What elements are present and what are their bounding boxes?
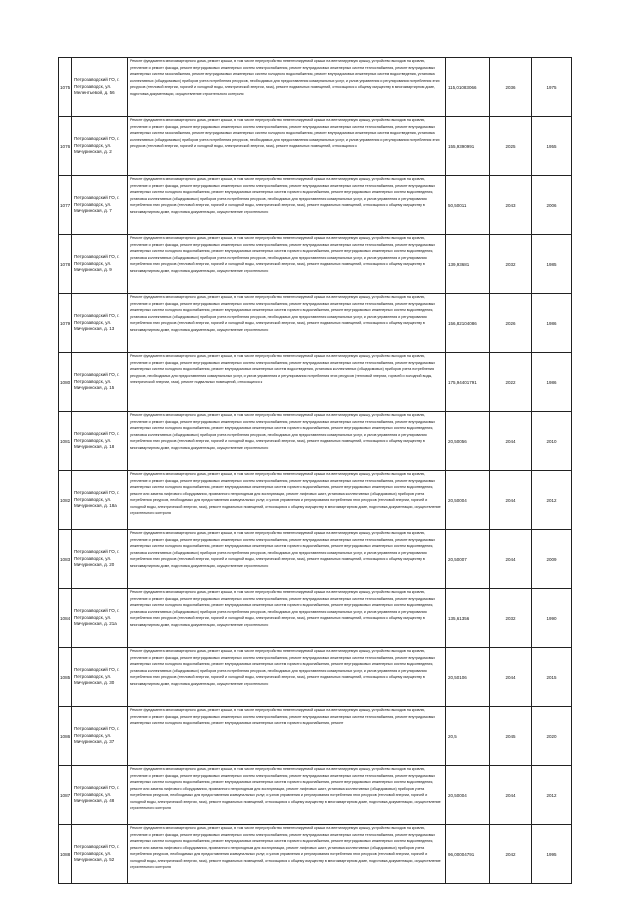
row-area: 115,01083066	[446, 58, 490, 117]
row-year-built: 2012	[532, 766, 572, 825]
row-works-text: Ремонт фундамента многоквартирного дома, ремонт крыши, в том числе переустройство невентилируемой крыши на вентилируемую крышу, устройство выходов на кровлю, утепление и ремонт фасада, ремонт внутридомовых инженерных систем электроснабжения, ремонт внутридомовых инженерных систем теплоснабжения, ремонт внутридомовых инженерных систем холодного водоснабжения, ремонт внутридомовых инженерных систем горячего водоснабжения, ремонт внутридомовых инженерных систем водоотведения, ремонт или замена лифтового оборудования, признанного непригодным для эксплуатации, ремонт лифтовых шахт, установка коллективных (общедомовых) приборов учета потребления ресурсов, необходимых для предоставления коммунальных услуг, и узлов управления и регулирования потребления этих ресурсов (тепловой энергии, горячей и холодной воды, электрической энергии, газа), ремонт подвальных помещений, относящихся к общему имуществу в многоквартирном доме, подготовка документации, осуществление строительного контроля	[130, 767, 441, 811]
row-year-built: 1985	[532, 235, 572, 294]
row-number: 1075	[59, 58, 72, 117]
row-works	[128, 707, 446, 766]
table-row	[59, 471, 572, 530]
row-works	[128, 117, 446, 176]
row-year-built: 2012	[532, 471, 572, 530]
table-row	[59, 589, 572, 648]
table-row	[59, 176, 572, 235]
row-year-planned: 2044	[490, 530, 532, 589]
row-year-built: 2010	[532, 412, 572, 471]
row-number: 1086	[59, 707, 72, 766]
row-address: Петрозаводский ГО, г. Петрозаводск, ул. Мичуринская, д. 37	[72, 707, 128, 766]
row-year-planned: 2032	[490, 235, 532, 294]
table-row	[59, 353, 572, 412]
row-area: 20,50004	[446, 471, 490, 530]
row-works	[128, 294, 446, 353]
row-works-text: Ремонт фундамента многоквартирного дома, ремонт крыши, в том числе переустройство невентилируемой крыши на вентилируемую крышу, устройство выходов на кровлю, утепление и ремонт фасада, ремонт внутридомовых инженерных систем электроснабжения, ремонт внутридомовых инженерных систем теплоснабжения, ремонт внутридомовых инженерных систем холодного водоснабжения, ремонт внутридомовых инженерных систем горячего водоснабжения, ремонт внутридомовых инженерных систем водоотведения, ремонт или замена лифтового оборудования, признанного непригодным для эксплуатации, ремонт лифтовых шахт, установка коллективных (общедомовых) приборов учета потребления ресурсов, необходимых для предоставления коммунальных услуг, и узлов управления и регулирования потребления этих ресурсов (тепловой энергии, горячей и холодной воды, электрической энергии, газа), ремонт подвальных помещений, относящихся к общему имуществу в многоквартирном доме, подготовка документации, осуществление строительного контроля	[130, 472, 441, 516]
row-works	[128, 589, 446, 648]
row-area: 96,00004791	[446, 825, 490, 884]
row-area: 139,93681	[446, 235, 490, 294]
row-address: Петрозаводский ГО, г. Петрозаводск, ул. Мичуринская, д. 18	[72, 412, 128, 471]
table-row	[59, 530, 572, 589]
row-area: 156,82104086	[446, 294, 490, 353]
row-area: 135,61356	[446, 589, 490, 648]
row-works	[128, 825, 446, 884]
row-year-built: 1990	[532, 589, 572, 648]
row-year-built: 1986	[532, 353, 572, 412]
row-year-built: 2009	[532, 530, 572, 589]
row-year-built: 1955	[532, 117, 572, 176]
row-address: Петрозаводский ГО, г. Петрозаводск, ул. Мичуринская, д. 7	[72, 176, 128, 235]
row-address: Петрозаводский ГО, г. Петрозаводск, ул. Мичуринская, д. 48	[72, 766, 128, 825]
row-address: Петрозаводский ГО, г. Петрозаводск, ул. Мичуринская, д. 18а	[72, 471, 128, 530]
row-year-built: 1986	[532, 294, 572, 353]
row-year-built: 1995	[532, 825, 572, 884]
row-number: 1078	[59, 235, 72, 294]
row-number: 1085	[59, 648, 72, 707]
row-year-built: 2006	[532, 176, 572, 235]
row-year-planned: 2043	[490, 176, 532, 235]
table-row	[59, 294, 572, 353]
row-works-text: Ремонт фундамента многоквартирного дома, ремонт крыши, в том числе переустройство невентилируемой крыши на вентилируемую крышу, устройство выходов на кровлю, утепление и ремонт фасада, ремонт внутридомовых инженерных систем электроснабжения, ремонт внутридомовых инженерных систем теплоснабжения, ремонт внутридомовых инженерных систем холодного водоснабжения, ремонт внутридомовых инженерных систем водоотведения, установка коллективных (общедомовых) приборов учета потребления ресурсов, необходимых для предоставления коммунальных услуг, и узлов управления и регулирования потребления этих ресурсов (тепловой энергии, горячей и холодной воды, электрической энергии, газа), ремонт подвальных помещений, относящихся к	[130, 354, 436, 385]
row-works	[128, 766, 446, 825]
row-year-built: 2015	[532, 648, 572, 707]
row-year-built: 2020	[532, 707, 572, 766]
row-works	[128, 353, 446, 412]
table-row	[59, 707, 572, 766]
row-address: Петрозаводский ГО, г. Петрозаводск, ул. Мичуринская, д. 20	[72, 530, 128, 589]
row-area: 175,94401791	[446, 353, 490, 412]
table-row	[59, 235, 572, 294]
row-year-planned: 2025	[490, 117, 532, 176]
row-works-text: Ремонт фундамента многоквартирного дома, ремонт крыши, в том числе переустройство невентилируемой крыши на вентилируемую крышу, устройство выходов на кровлю, утепление и ремонт фасада, ремонт внутридомовых инженерных систем электроснабжения, ремонт внутридомовых инженерных систем теплоснабжения, ремонт внутридомовых инженерных систем холодного водоснабжения, ремонт внутридомовых инженерных систем горячего водоснабжения, ремонт внутридомовых инженерных систем водоотведения, установка коллективных (общедомовых) приборов учета потребления ресурсов, необходимых для предоставления коммунальных услуг, и узлов управления и регулирования потребления этих ресурсов (тепловой энергии, горячей и холодной воды, электрической энергии, газа), ремонт подвальных помещений, относящихся к общему имуществу в многоквартирном доме, подготовка документации, осуществление строительного	[130, 531, 436, 568]
row-works-text: Ремонт фундамента многоквартирного дома, ремонт крыши, в том числе переустройство невентилируемой крыши на вентилируемую крышу, устройство выходов на кровлю, утепление и ремонт фасада, ремонт внутридомовых инженерных систем электроснабжения, ремонт внутридомовых инженерных систем теплоснабжения, ремонт внутридомовых инженерных систем холодного водоснабжения, ремонт внутридомовых инженерных систем горячего водоснабжения, ремонт внутридомовых инженерных систем водоотведения, установка коллективных (общедомовых) приборов учета потребления ресурсов, необходимых для предоставления коммунальных услуг, и узлов управления и регулирования потребления этих ресурсов (тепловой энергии, горячей и холодной воды, электрической энергии, газа), ремонт подвальных помещений, относящихся к общему имуществу в многоквартирном доме, подготовка документации, осуществление строительного	[130, 413, 436, 450]
row-number: 1087	[59, 766, 72, 825]
row-year-planned: 2022	[490, 353, 532, 412]
row-year-planned: 2045	[490, 707, 532, 766]
row-works-text: Ремонт фундамента многоквартирного дома, ремонт крыши, в том числе переустройство невентилируемой крыши на вентилируемую крышу, устройство выходов на кровлю, утепление и ремонт фасада, ремонт внутридомовых инженерных систем электроснабжения, ремонт внутридомовых инженерных систем теплоснабжения, ремонт внутридомовых инженерных систем газоснабжения, ремонт внутридомовых инженерных систем холодного водоснабжения, ремонт внутридомовых инженерных систем водоотведения, установка коллективных (общедомовых) приборов учета потребления ресурсов, необходимых для предоставления коммунальных услуг, и узлов управления и регулирования потребления этих ресурсов (тепловой энергии, горячей и холодной воды, электрической энергии, газа), ремонт подвальных помещений, относящихся к общему имуществу в многоквартирном доме, подготовка документации, осуществление строительного контроля	[130, 59, 440, 96]
row-works	[128, 58, 446, 117]
row-year-planned: 2042	[490, 825, 532, 884]
row-address: Петрозаводский ГО, г. Петрозаводск, ул. Мичуринская, д. 9	[72, 235, 128, 294]
row-number: 1084	[59, 589, 72, 648]
row-works-text: Ремонт фундамента многоквартирного дома, ремонт крыши, в том числе переустройство невентилируемой крыши на вентилируемую крышу, устройство выходов на кровлю, утепление и ремонт фасада, ремонт внутридомовых инженерных систем электроснабжения, ремонт внутридомовых инженерных систем теплоснабжения, ремонт внутридомовых инженерных систем холодного водоснабжения, ремонт внутридомовых инженерных систем горячего водоснабжения, ремонт внутридомовых инженерных систем водоотведения, установка коллективных (общедомовых) приборов учета потребления ресурсов, необходимых для предоставления коммунальных услуг, и узлов управления и регулирования потребления этих ресурсов (тепловой энергии, горячей и холодной воды, электрической энергии, газа), ремонт подвальных помещений, относящихся к общему имуществу в многоквартирном доме, подготовка документации, осуществление строительного	[130, 295, 436, 332]
row-works-text: Ремонт фундамента многоквартирного дома, ремонт крыши, в том числе переустройство невентилируемой крыши на вентилируемую крышу, устройство выходов на кровлю, утепление и ремонт фасада, ремонт внутридомовых инженерных систем электроснабжения, ремонт внутридомовых инженерных систем теплоснабжения, ремонт внутридомовых инженерных систем холодного водоснабжения, ремонт внутридомовых инженерных систем горячего водоснабжения, ремонт	[130, 708, 436, 726]
row-year-planned: 2044	[490, 648, 532, 707]
row-works-text: Ремонт фундамента многоквартирного дома, ремонт крыши, в том числе переустройство невентилируемой крыши на вентилируемую крышу, устройство выходов на кровлю, утепление и ремонт фасада, ремонт внутридомовых инженерных систем электроснабжения, ремонт внутридомовых инженерных систем теплоснабжения, ремонт внутридомовых инженерных систем холодного водоснабжения, ремонт внутридомовых инженерных систем горячего водоснабжения, ремонт внутридомовых инженерных систем водоотведения, установка коллективных (общедомовых) приборов учета потребления ресурсов, необходимых для предоставления коммунальных услуг, и узлов управления и регулирования потребления этих ресурсов (тепловой энергии, горячей и холодной воды, электрической энергии, газа), ремонт подвальных помещений, относящихся к общему имуществу в многоквартирном доме, подготовка документации, осуществление строительного	[130, 649, 436, 686]
row-address: Петрозаводский ГО, г. Петрозаводск, ул. Мелентьевой, д. 56	[72, 58, 128, 117]
repair-schedule-table	[58, 57, 572, 884]
row-number: 1081	[59, 412, 72, 471]
table-row	[59, 825, 572, 884]
row-works	[128, 412, 446, 471]
row-year-planned: 2036	[490, 58, 532, 117]
row-address: Петрозаводский ГО, г. Петрозаводск, ул. Мичуринская, д. 13	[72, 294, 128, 353]
row-works	[128, 648, 446, 707]
row-works	[128, 235, 446, 294]
row-number: 1088	[59, 825, 72, 884]
document-page	[58, 57, 571, 884]
row-works	[128, 471, 446, 530]
row-area: 20,50007	[446, 530, 490, 589]
row-address: Петрозаводский ГО, г. Петрозаводск, ул. Мичуринская, д. 52	[72, 825, 128, 884]
row-year-planned: 2026	[490, 294, 532, 353]
row-area: 20,50106	[446, 648, 490, 707]
row-address: Петрозаводский ГО, г. Петрозаводск, ул. Мичуринская, д. 2	[72, 117, 128, 176]
row-number: 1080	[59, 353, 72, 412]
row-year-built: 1975	[532, 58, 572, 117]
row-works-text: Ремонт фундамента многоквартирного дома, ремонт крыши, в том числе переустройство невентилируемой крыши на вентилируемую крышу, устройство выходов на кровлю, утепление и ремонт фасада, ремонт внутридомовых инженерных систем электроснабжения, ремонт внутридомовых инженерных систем теплоснабжения, ремонт внутридомовых инженерных систем холодного водоснабжения, ремонт внутридомовых инженерных систем горячего водоснабжения, ремонт внутридомовых инженерных систем водоотведения, установка коллективных (общедомовых) приборов учета потребления ресурсов, необходимых для предоставления коммунальных услуг, и узлов управления и регулирования потребления этих ресурсов (тепловой энергии, горячей и холодной воды, электрической энергии, газа), ремонт подвальных помещений, относящихся к общему имуществу в многоквартирном доме, подготовка документации, осуществление строительного	[130, 177, 436, 214]
row-address: Петрозаводский ГО, г. Петрозаводск, ул. Мичуринская, д. 30	[72, 648, 128, 707]
row-area: 20,50004	[446, 766, 490, 825]
row-year-planned: 2044	[490, 766, 532, 825]
row-works-text: Ремонт фундамента многоквартирного дома, ремонт крыши, в том числе переустройство невентилируемой крыши на вентилируемую крышу, устройство выходов на кровлю, утепление и ремонт фасада, ремонт внутридомовых инженерных систем электроснабжения, ремонт внутридомовых инженерных систем теплоснабжения, ремонт внутридомовых инженерных систем газоснабжения, ремонт внутридомовых инженерных систем холодного водоснабжения, ремонт внутридомовых инженерных систем водоотведения, установка коллективных (общедомовых) приборов учета потребления ресурсов, необходимых для предоставления коммунальных услуг, и узлов управления и регулирования потребления этих ресурсов (тепловой энергии, горячей и холодной воды, электрической энергии, газа), ремонт подвальных помещений, относящихся к	[130, 118, 440, 149]
row-number: 1077	[59, 176, 72, 235]
row-year-planned: 2032	[490, 589, 532, 648]
row-area: 20,5	[446, 707, 490, 766]
row-area: 50,50011	[446, 176, 490, 235]
row-works-text: Ремонт фундамента многоквартирного дома, ремонт крыши, в том числе переустройство невентилируемой крыши на вентилируемую крышу, устройство выходов на кровлю, утепление и ремонт фасада, ремонт внутридомовых инженерных систем электроснабжения, ремонт внутридомовых инженерных систем теплоснабжения, ремонт внутридомовых инженерных систем холодного водоснабжения, ремонт внутридомовых инженерных систем горячего водоснабжения, ремонт внутридомовых инженерных систем водоотведения, ремонт или замена лифтового оборудования, признанного непригодным для эксплуатации, ремонт лифтовых шахт, установка коллективных (общедомовых) приборов учета потребления ресурсов, необходимых для предоставления коммунальных услуг, и узлов управления и регулирования потребления этих ресурсов (тепловой энергии, горячей и холодной воды, электрической энергии, газа), ремонт подвальных помещений, относящихся к общему имуществу в многоквартирном доме, подготовка документации, осуществление строительного контроля	[130, 826, 441, 870]
row-area: 155,9390991	[446, 117, 490, 176]
table-row	[59, 58, 572, 117]
row-year-planned: 2044	[490, 412, 532, 471]
row-works-text: Ремонт фундамента многоквартирного дома, ремонт крыши, в том числе переустройство невентилируемой крыши на вентилируемую крышу, устройство выходов на кровлю, утепление и ремонт фасада, ремонт внутридомовых инженерных систем электроснабжения, ремонт внутридомовых инженерных систем теплоснабжения, ремонт внутридомовых инженерных систем холодного водоснабжения, ремонт внутридомовых инженерных систем горячего водоснабжения, ремонт внутридомовых инженерных систем водоотведения, установка коллективных (общедомовых) приборов учета потребления ресурсов, необходимых для предоставления коммунальных услуг, и узлов управления и регулирования потребления этих ресурсов (тепловой энергии, горячей и холодной воды, электрической энергии, газа), ремонт подвальных помещений, относящихся к общему имуществу в многоквартирном доме, подготовка документации, осуществление строительного	[130, 590, 436, 627]
row-number: 1083	[59, 530, 72, 589]
row-number: 1076	[59, 117, 72, 176]
table-row	[59, 412, 572, 471]
row-works	[128, 530, 446, 589]
table-row	[59, 648, 572, 707]
row-works	[128, 176, 446, 235]
row-number: 1082	[59, 471, 72, 530]
row-year-planned: 2044	[490, 471, 532, 530]
table-row	[59, 117, 572, 176]
table-body	[59, 58, 572, 884]
row-area: 20,50056	[446, 412, 490, 471]
row-address: Петрозаводский ГО, г. Петрозаводск, ул. Мичуринская, д. 21а	[72, 589, 128, 648]
row-works-text: Ремонт фундамента многоквартирного дома, ремонт крыши, в том числе переустройство невентилируемой крыши на вентилируемую крышу, устройство выходов на кровлю, утепление и ремонт фасада, ремонт внутридомовых инженерных систем электроснабжения, ремонт внутридомовых инженерных систем теплоснабжения, ремонт внутридомовых инженерных систем холодного водоснабжения, ремонт внутридомовых инженерных систем горячего водоснабжения, ремонт внутридомовых инженерных систем водоотведения, установка коллективных (общедомовых) приборов учета потребления ресурсов, необходимых для предоставления коммунальных услуг, и узлов управления и регулирования потребления этих ресурсов (тепловой энергии, горячей и холодной воды, электрической энергии, газа), ремонт подвальных помещений, относящихся к общему имуществу в многоквартирном доме, подготовка документации, осуществление строительного	[130, 236, 436, 273]
row-number: 1079	[59, 294, 72, 353]
table-row	[59, 766, 572, 825]
row-address: Петрозаводский ГО, г. Петрозаводск, ул. Мичуринская, д. 15	[72, 353, 128, 412]
